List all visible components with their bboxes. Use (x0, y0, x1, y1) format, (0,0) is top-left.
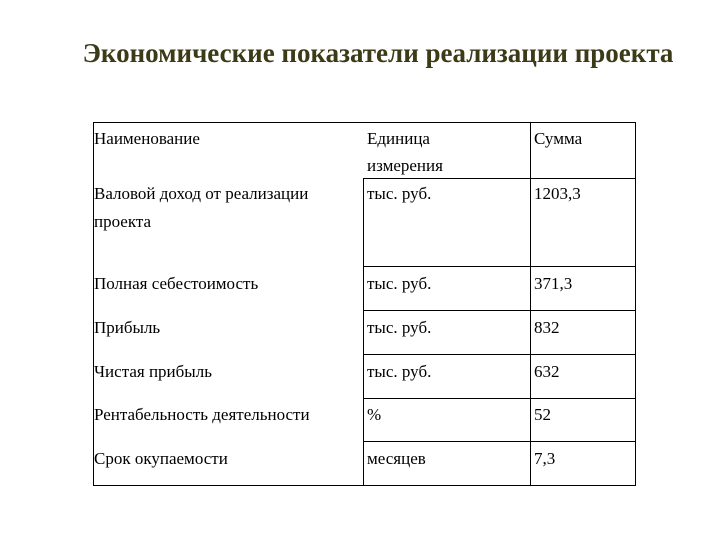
row-name: Срок окупаемости (94, 449, 228, 468)
indicators-table (93, 122, 636, 486)
page-title: Экономические показатели реализации проекта (82, 38, 674, 68)
row-sum: 1203,3 (534, 184, 581, 203)
row-divider (363, 266, 636, 267)
header-unit-line1: Единица (367, 129, 430, 148)
row-sum: 7,3 (534, 449, 556, 468)
row-unit: % (367, 405, 382, 424)
row-unit: тыс. руб. (367, 362, 432, 381)
row-sum: 632 (534, 362, 560, 381)
row-divider (363, 310, 636, 311)
row-unit: тыс. руб. (367, 274, 432, 293)
row-name: Полная себестоимость (94, 274, 259, 293)
row-name: Прибыль (94, 318, 161, 337)
header-sum: Сумма (534, 129, 583, 148)
row-divider (363, 178, 636, 179)
row-name: Рентабельность деятельности (94, 405, 310, 424)
header-name: Наименование (94, 129, 200, 148)
row-sum: 832 (534, 318, 560, 337)
row-divider (363, 354, 636, 355)
row-unit: месяцев (367, 449, 426, 468)
column-divider (363, 178, 364, 486)
row-divider (363, 441, 636, 442)
row-sum: 52 (534, 405, 551, 424)
row-unit: тыс. руб. (367, 318, 432, 337)
row-unit: тыс. руб. (367, 184, 432, 203)
header-unit-line2: измерения (367, 156, 443, 175)
row-name-cont: проекта (94, 212, 152, 231)
row-name: Валовой доход от реализации (94, 184, 309, 203)
row-name: Чистая прибыль (94, 362, 212, 381)
row-sum: 371,3 (534, 274, 573, 293)
row-divider (363, 398, 636, 399)
